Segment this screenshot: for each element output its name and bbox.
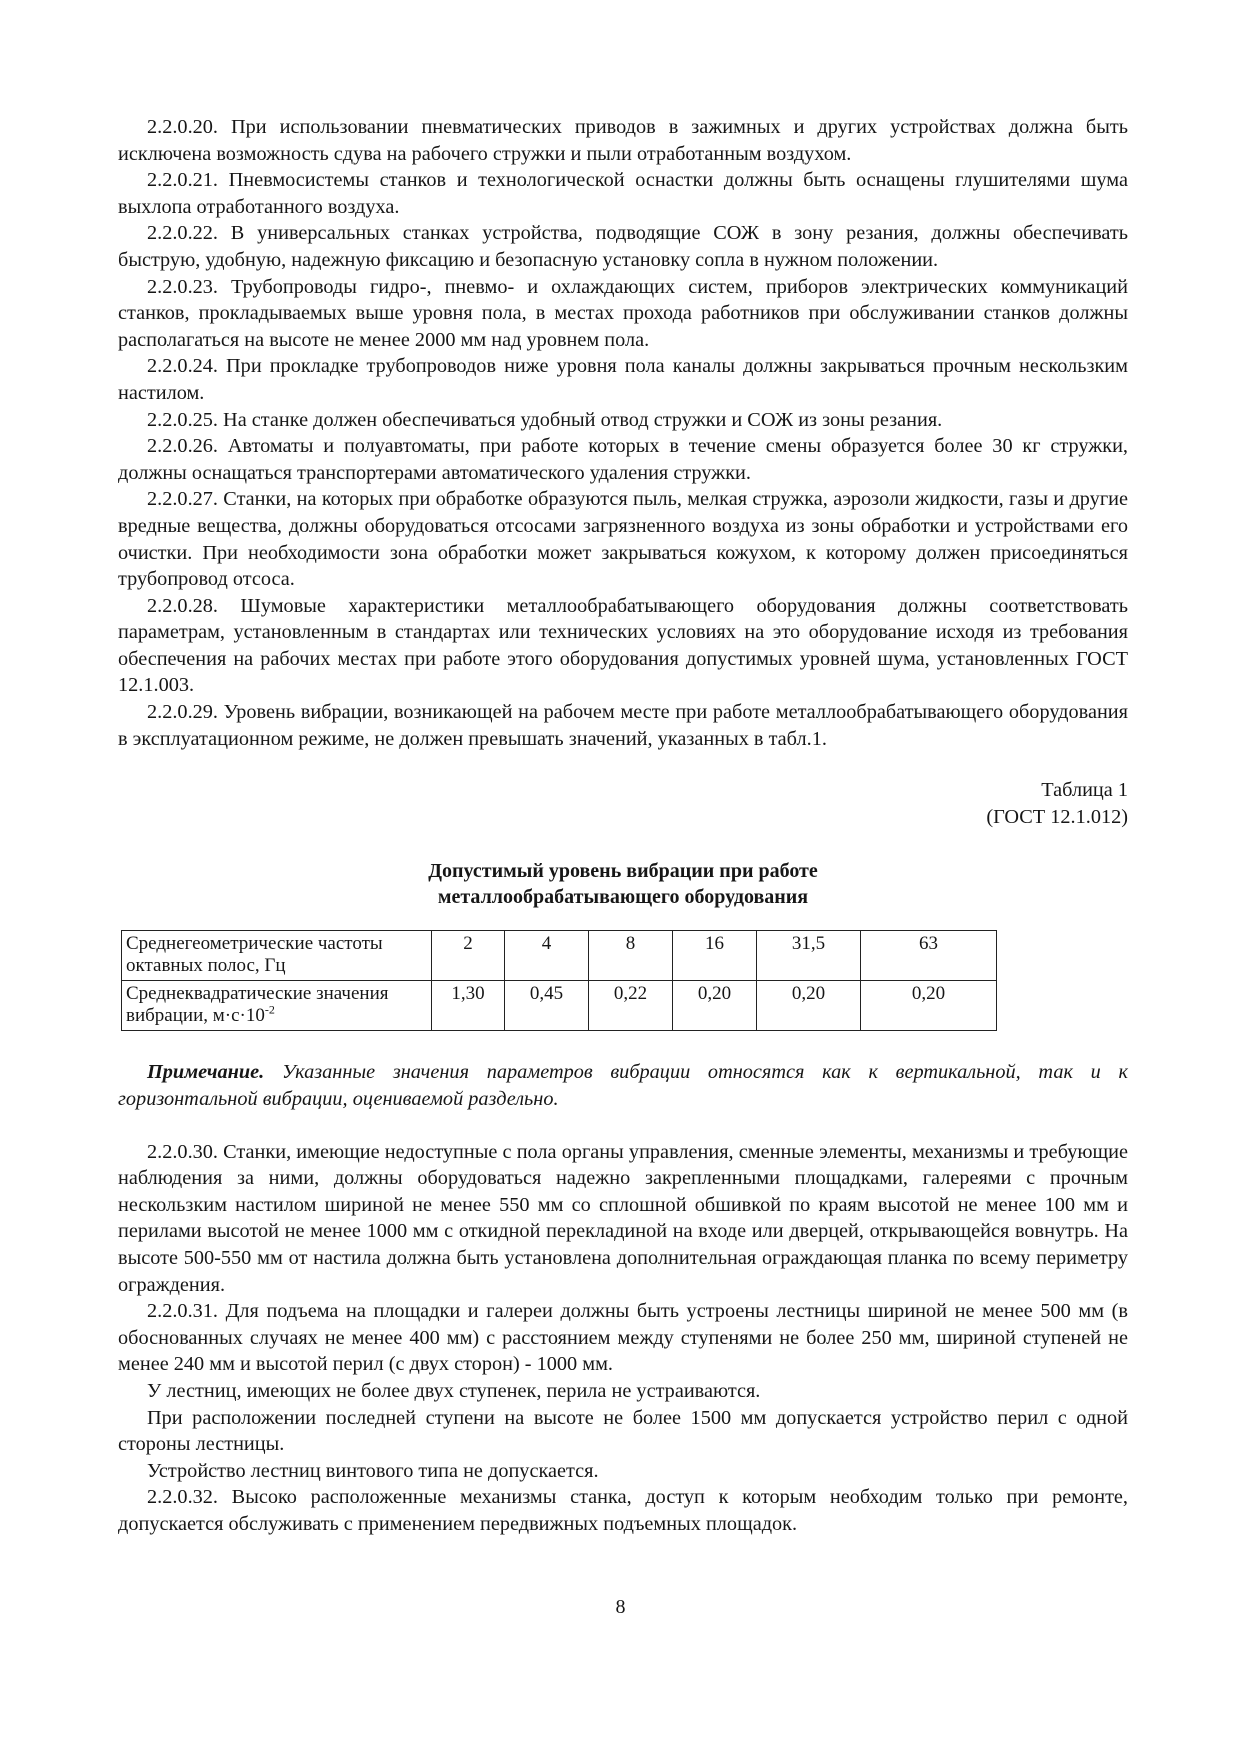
- vibration-value-cell: 0,20: [673, 981, 757, 1031]
- vibration-table: [121, 930, 997, 1031]
- paragraph-2-2-0-25: 2.2.0.25. На станке должен обеспечиваться удобный отвод стружки и СОЖ из зоны резания.: [147, 408, 943, 431]
- paragraph-2-2-0-30: 2.2.0.30. Станки, имеющие недоступные с пола органы управления, сменные элементы, механизмы и требующие наблюдения за ними, должны оборудоваться надежно закрепленными площадками, галереями с прочным нескользким настилом шириной не менее 550 мм со сплошной обшивкой по краям высотой не менее 100 мм и перилами высотой не менее 1000 мм с откидной перекладиной на входе или дверцей, открывающейся вовнутрь. На высоте 500-550 мм от настила должна быть установлена дополнительная ограждающая планка по всему периметру ограждения.: [118, 1140, 1128, 1296]
- note-text: Указанные значения параметров вибрации относятся как к вертикальной, так и к горизонтальной вибрации, оцениваемой раздельно.: [118, 1061, 1128, 1111]
- paragraph-2-2-0-22: 2.2.0.22. В универсальных станках устройства, подводящие СОЖ в зону резания, должны обеспечивать быструю, удобную, надежную фиксацию и безопасную установку сопла в нужном положении.: [118, 222, 1128, 271]
- frequency-label-cell: [122, 931, 432, 981]
- vibration-unit-exponent: -2: [264, 1003, 275, 1018]
- paragraph-2-2-0-31: 2.2.0.31. Для подъема на площадки и галереи должны быть устроены лестницы шириной не менее 500 мм (в обоснованных случаях не менее 400 мм) с расстоянием между ступенями не более 250 мм, шириной ступеней не менее 240 мм и высотой перил (с двух сторон) - 1000 мм.: [118, 1300, 1128, 1376]
- vibration-value-cell: 1,30: [432, 981, 505, 1031]
- page-content: [118, 114, 1128, 1538]
- paragraph-spiral-stairs: Устройство лестниц винтового типа не допускается.: [147, 1459, 599, 1482]
- frequency-cell: 31,5: [757, 931, 861, 981]
- vibration-value-cell: 0,45: [505, 981, 589, 1031]
- paragraph-2-2-0-23: 2.2.0.23. Трубопроводы гидро-, пневмо- и охлаждающих систем, приборов электрических коммуникаций станков, прокладываемых выше уровня пола, в местах прохода работников при обслуживании станков должны располагаться на высоте не менее 2000 мм над уровнем пола.: [118, 275, 1128, 351]
- frequency-cell: 4: [505, 931, 589, 981]
- vibration-unit: вибрации, м·с·10: [126, 1005, 265, 1027]
- table-title: [118, 858, 1128, 910]
- paragraph-2-2-0-27: 2.2.0.27. Станки, на которых при обработке образуются пыль, мелкая стружка, аэрозоли жидкости, газы и другие вредные вещества, должны оборудоваться отсосами загрязненного воздуха из зоны обработки и устройствами его очистки. При необходимости зона обработки может закрываться кожухом, к которому должен присоединяться трубопровод отсоса.: [118, 488, 1128, 591]
- vibration-value-cell: 0,20: [757, 981, 861, 1031]
- paragraph-last-step: При расположении последней ступени на высоте не более 1500 мм допускается устройство перил с одной стороны лестницы.: [118, 1406, 1128, 1456]
- paragraph-2-2-0-32: 2.2.0.32. Высоко расположенные механизмы станка, доступ к которым необходим только при ремонте, допускается обслуживать с применением передвижных подъемных площадок.: [118, 1486, 1128, 1535]
- paragraph-2-2-0-20: 2.2.0.20. При использовании пневматических приводов в зажимных и других устройствах должна быть исключена возможность сдува на рабочего стружки и пыли отработанным воздухом.: [118, 116, 1128, 165]
- vibration-label-cell: [122, 981, 432, 1031]
- note-label: Примечание.: [147, 1061, 265, 1084]
- table-note: [118, 1059, 1128, 1112]
- vibration-label-line-2: [126, 1005, 427, 1027]
- table-source: (ГОСТ 12.1.012): [986, 805, 1128, 828]
- vibration-label-line-1: Среднеквадратические значения: [126, 983, 389, 1005]
- paragraph-2-2-0-21: 2.2.0.21. Пневмосистемы станков и технологической оснастки должны быть оснащены глушителями шума выхлопа отработанного воздуха.: [118, 169, 1128, 218]
- frequency-cell: 8: [589, 931, 673, 981]
- table-row-frequencies: [122, 931, 997, 981]
- table-number: Таблица 1: [1041, 779, 1128, 802]
- paragraph-2-2-0-26: 2.2.0.26. Автоматы и полуавтоматы, при работе которых в течение смены образуется более 30 кг стружки, должны оснащаться транспортерами автоматического удаления стружки.: [118, 435, 1128, 484]
- table-row-values: [122, 981, 997, 1031]
- paragraph-2-2-0-24: 2.2.0.24. При прокладке трубопроводов ниже уровня пола каналы должны закрываться прочным нескользким настилом.: [118, 355, 1128, 404]
- frequency-label-line-1: Среднегеометрические частоты: [126, 933, 383, 955]
- frequency-cell: 16: [673, 931, 757, 981]
- frequency-cell: 2: [432, 931, 505, 981]
- vibration-value-cell: 0,22: [589, 981, 673, 1031]
- table-title-line-2: металлообрабатывающего оборудования: [437, 886, 809, 909]
- frequency-label-line-2: октавных полос, Гц: [126, 955, 286, 977]
- page-number: 8: [615, 1596, 626, 1618]
- vibration-value-cell: 0,20: [861, 981, 997, 1031]
- paragraph-2-2-0-28: 2.2.0.28. Шумовые характеристики металлообрабатывающего оборудования должны соответствовать параметрам, установленным в стандартах или технических условиях на это оборудование исходя из требования обеспечения на рабочих местах при работе этого оборудования допустимых уровней шума, установленных ГОСТ 12.1.003.: [118, 594, 1128, 697]
- frequency-cell: 63: [861, 931, 997, 981]
- paragraph-stairs-railing: У лестниц, имеющих не более двух ступенек, перила не устраиваются.: [147, 1379, 761, 1402]
- table-title-line-1: Допустимый уровень вибрации при работе: [428, 860, 818, 883]
- paragraph-2-2-0-29: 2.2.0.29. Уровень вибрации, возникающей на рабочем месте при работе металлообрабатывающего оборудования в эксплуатационном режиме, не должен превышать значений, указанных в табл.1.: [118, 701, 1128, 750]
